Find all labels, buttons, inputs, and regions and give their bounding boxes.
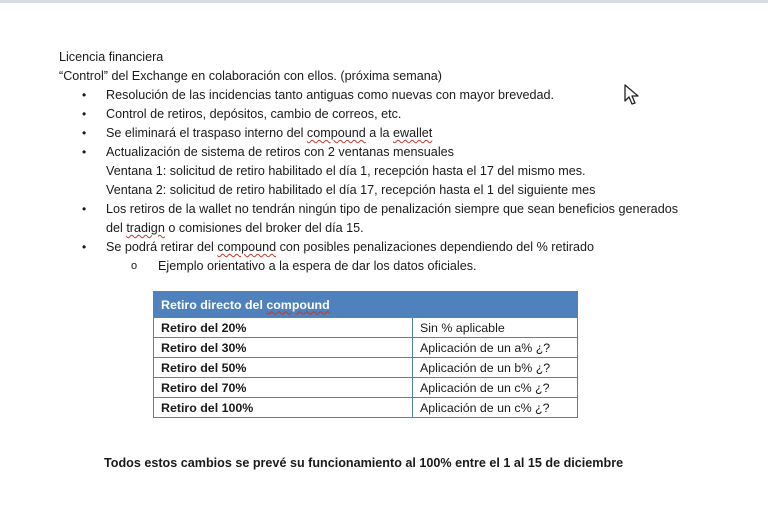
bullet-item	[59, 105, 749, 124]
aplicacion-cell: Aplicación de un a% ¿?	[413, 338, 578, 358]
bullet-text-part: con posibles penalizaciones dependiendo del % retirado	[276, 240, 594, 254]
compound-withdrawal-table	[153, 291, 578, 418]
sub-bullet-text: Ejemplo orientativo a la espera de dar los datos oficiales.	[158, 259, 477, 273]
bullet-item	[59, 86, 749, 105]
bullet-item	[59, 200, 749, 238]
table-row	[154, 398, 578, 418]
bullet-text-part: a la	[365, 126, 394, 140]
bullet-dot: •	[82, 240, 87, 254]
bullet-dot: •	[82, 88, 87, 102]
bullet-text: Actualización de sistema de retiros con 2 ventanas mensuales	[106, 145, 454, 159]
bullet-text-part: Se podrá retirar del	[106, 240, 218, 254]
table-header-row	[154, 292, 578, 318]
doc-title: Licencia financiera	[59, 50, 164, 64]
retiro-cell: Retiro del 20%	[154, 318, 413, 338]
bullet-text: Resolución de las incidencias tanto antiguas como nuevas con mayor brevedad.	[106, 88, 555, 102]
table-row	[154, 318, 578, 338]
bullet-item	[59, 238, 749, 257]
bullet-dot: •	[82, 126, 87, 140]
retiro-cell: Retiro del 30%	[154, 338, 413, 358]
doc-subtitle: “Control” del Exchange en colaboración con ellos. (próxima semana)	[59, 69, 442, 83]
sub-bullet-circle: o	[131, 260, 138, 272]
bullet-dot: •	[82, 145, 87, 159]
spellcheck-word[interactable]: tradign	[126, 221, 165, 235]
bullet-text-part: Se eliminará el traspaso interno del	[106, 126, 307, 140]
document-body	[59, 48, 749, 276]
sub-bullet-item	[59, 257, 749, 276]
table-row	[154, 358, 578, 378]
spellcheck-word[interactable]: ewallet	[393, 126, 433, 140]
spellcheck-word[interactable]: compound	[266, 297, 330, 312]
ventana-2-text: Ventana 2: solicitud de retiro habilitado el día 17, recepción hasta el 1 del siguiente mes	[106, 183, 596, 197]
aplicacion-cell: Sin % aplicable	[413, 318, 578, 338]
ventana-1-text: Ventana 1: solicitud de retiro habilitado el día 1, recepción hasta el 17 del mismo mes.	[106, 164, 586, 178]
aplicacion-cell: Aplicación de un c% ¿?	[413, 378, 578, 398]
table-row	[154, 338, 578, 358]
bullet-text: Control de retiros, depósitos, cambio de correos, etc.	[106, 107, 402, 121]
spellcheck-word[interactable]: compound	[217, 240, 277, 254]
mouse-pointer-icon	[624, 84, 640, 111]
bullet-dot: •	[82, 202, 87, 216]
retiro-cell: Retiro del 70%	[154, 378, 413, 398]
table-row	[154, 378, 578, 398]
table-header	[154, 292, 578, 318]
aplicacion-cell: Aplicación de un c% ¿?	[413, 398, 578, 418]
table-header-text: Retiro directo del	[161, 297, 267, 312]
retiro-cell: Retiro del 50%	[154, 358, 413, 378]
bullet-text: Los retiros de la wallet no tendrán ningún tipo de penalización siempre que sean beneficios generados	[106, 202, 678, 216]
bullet-item	[59, 124, 749, 143]
bullet-text-part: del	[106, 221, 127, 235]
footer-note: Todos estos cambios se prevé su funcionamiento al 100% entre el 1 al 15 de diciembre	[104, 456, 624, 470]
bullet-list	[59, 86, 749, 257]
bullet-text-part: o comisiones del broker del día 15.	[164, 221, 364, 235]
bullet-item	[59, 143, 749, 200]
spellcheck-word[interactable]: compound	[306, 126, 366, 140]
retiro-cell: Retiro del 100%	[154, 398, 413, 418]
window-top-border	[0, 0, 768, 3]
bullet-dot: •	[82, 107, 87, 121]
aplicacion-cell: Aplicación de un b% ¿?	[413, 358, 578, 378]
